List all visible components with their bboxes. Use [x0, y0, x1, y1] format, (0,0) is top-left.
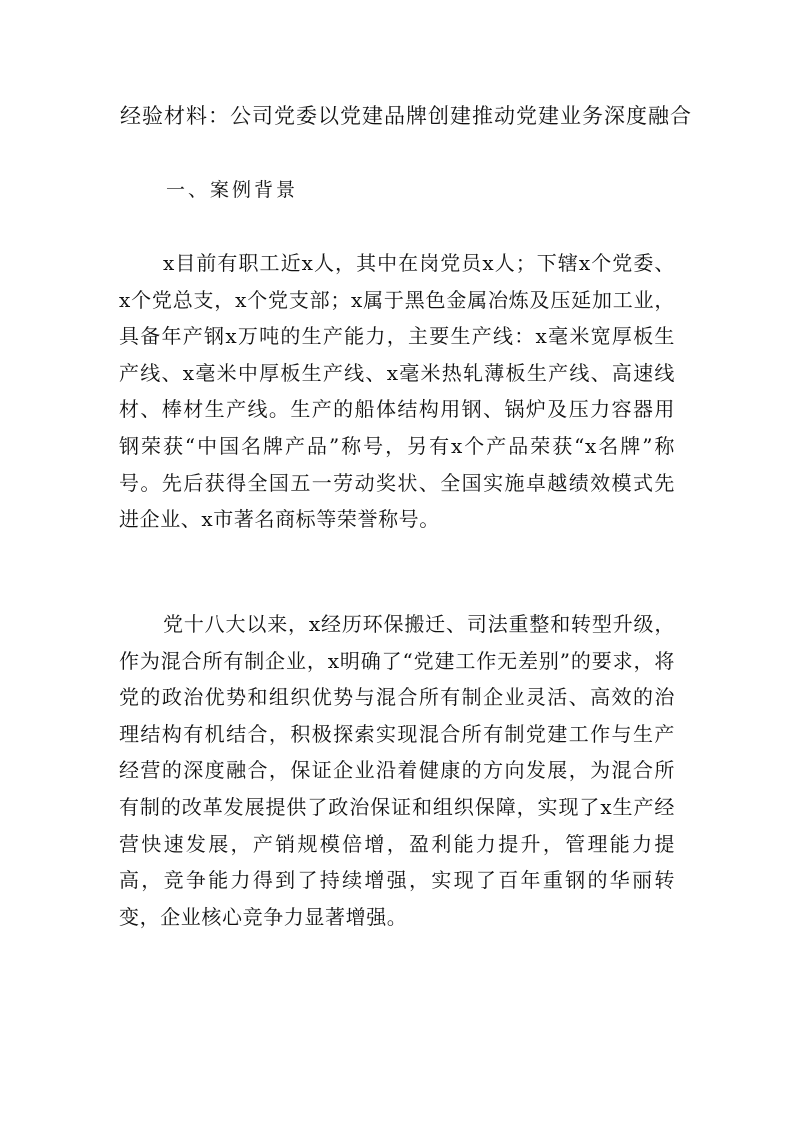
paragraph-development: 党十八大以来，x经历环保搬迁、司法重整和转型升级，作为混合所有制企业，x明确了“党建工作无差别”的要求，将党的政治优势和组织优势与混合所有制企业灵活、高效的治理结构有机结合，积极探索实现混合所有制党建工作与生产经营的深度融合，保证企业沿着健康的方向发展，为混合所有制的改革发展提供了政治保证和组织保障，实现了x生产经营快速发展，产销规模倍增，盈利能力提升，管理能力提高，竞争能力得到了持续增强，实现了百年重钢的华丽转变，企业核心竞争力显著增强。: [119, 612, 675, 929]
document-title: 经验材料：公司党委以党建品牌创建推动党建业务深度融合: [120, 104, 692, 128]
paragraph-company-overview: x目前有职工近x人，其中在岗党员x人；下辖x个党委、x个党总支，x个党支部；x属于黑色金属冶炼及压延加工业，具备年产钢x万吨的生产能力，主要生产线：x毫米宽厚板生产线、x毫米中厚板生产线、x毫米热轧薄板生产线、高速线材、棒材生产线。生产的船体结构用钢、锅炉及压力容器用钢荣获“中国名牌产品”称号，另有x个产品荣获“x名牌”称号。先后获得全国五一劳动奖状、全国实施卓越绩效模式先进企业、x市著名商标等荣誉称号。: [119, 251, 675, 532]
section-heading: 一、案例背景: [166, 179, 299, 201]
